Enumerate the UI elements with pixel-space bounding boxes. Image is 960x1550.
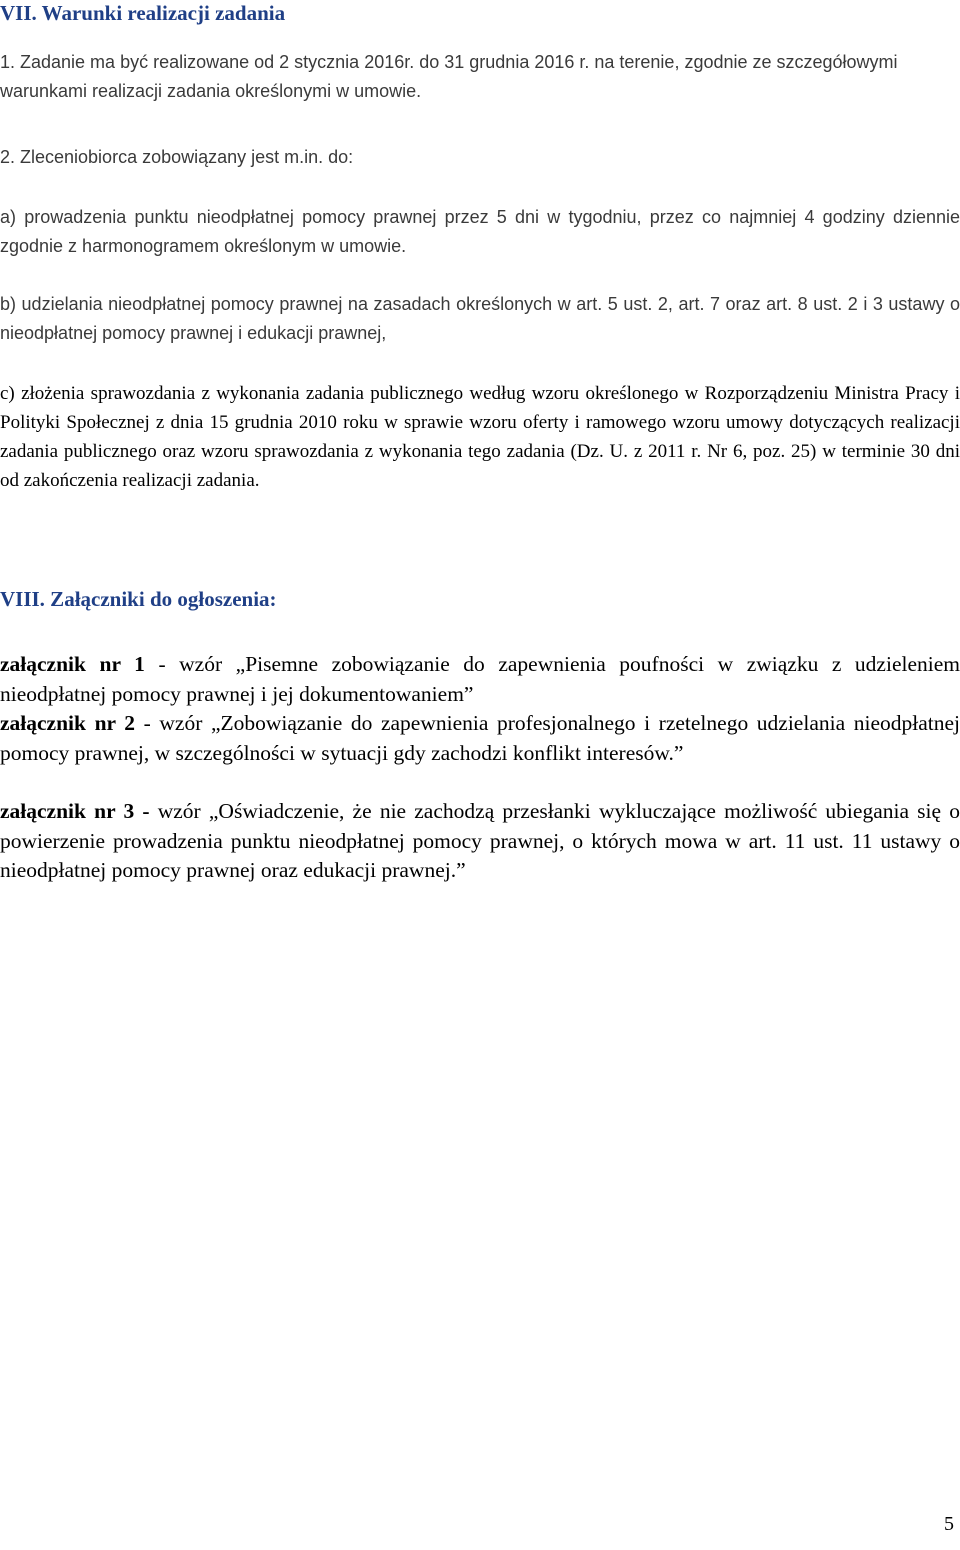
attachment-1-text: - wzór „Pisemne zobowiązanie do zapewnienia poufności w związku z udzieleniem nieodpłatnej pomocy prawnej i jej dokumentowaniem” [0, 652, 960, 706]
section-7-item-a: a) prowadzenia punktu nieodpłatnej pomocy prawnej przez 5 dni w tygodniu, przez co najmniej 4 godziny dziennie zgodnie z harmonogramem określonym w umowie. [0, 207, 960, 256]
attachment-2-label: załącznik nr 2 [0, 711, 136, 735]
section-7-item-c: c) złożenia sprawozdania z wykonania zadania publicznego według wzoru określonego w Rozporządzeniu Ministra Pracy i Polityki Społecznej z dnia 15 grudnia 2010 roku w sprawie wzoru oferty i ramowego wzoru umowy dotyczących realizacji zadania publicznego oraz wzoru sprawozdania z wykonania tego zadania (Dz. U. z 2011 r. Nr 6, poz. 25) w terminie 30 dni od zakończenia realizacji zadania. [0, 383, 960, 491]
section-8-heading: VIII. Załączniki do ogłoszenia: [0, 587, 277, 611]
page-number: 5 [944, 1513, 954, 1535]
attachment-2 [0, 709, 960, 768]
section-7-point-2: 2. Zleceniobiorca zobowiązany jest m.in. do: [0, 147, 354, 167]
attachment-3 [0, 797, 960, 886]
attachment-1 [0, 650, 960, 709]
attachment-3-label: załącznik nr 3 - [0, 799, 150, 823]
section-7-point-1: 1. Zadanie ma być realizowane od 2 stycznia 2016r. do 31 grudnia 2016 r. na terenie, zgodnie ze szczegółowymi warunkami realizacji zadania określonymi w umowie. [0, 52, 898, 101]
attachment-2-text: - wzór „Zobowiązanie do zapewnienia profesjonalnego i rzetelnego udzielania nieodpłatnej pomocy prawnej, w szczególności w sytuacji gdy zachodzi konflikt interesów.” [0, 711, 960, 765]
section-7-heading: VII. Warunki realizacji zadania [0, 1, 286, 25]
attachment-1-label: załącznik nr 1 [0, 652, 145, 676]
attachment-3-text: wzór „Oświadczenie, że nie zachodzą przesłanki wykluczające możliwość ubiegania się o powierzenie prowadzenia punktu nieodpłatnej pomocy prawnej, o których mowa w art. 11 ust. 11 ustawy o nieodpłatnej pomocy prawnej oraz edukacji prawnej.” [0, 799, 960, 882]
section-7-item-b: b) udzielania nieodpłatnej pomocy prawnej na zasadach określonych w art. 5 ust. 2, art. 7 oraz art. 8 ust. 2 i 3 ustawy o nieodpłatnej pomocy prawnej i edukacji prawnej, [0, 294, 960, 343]
